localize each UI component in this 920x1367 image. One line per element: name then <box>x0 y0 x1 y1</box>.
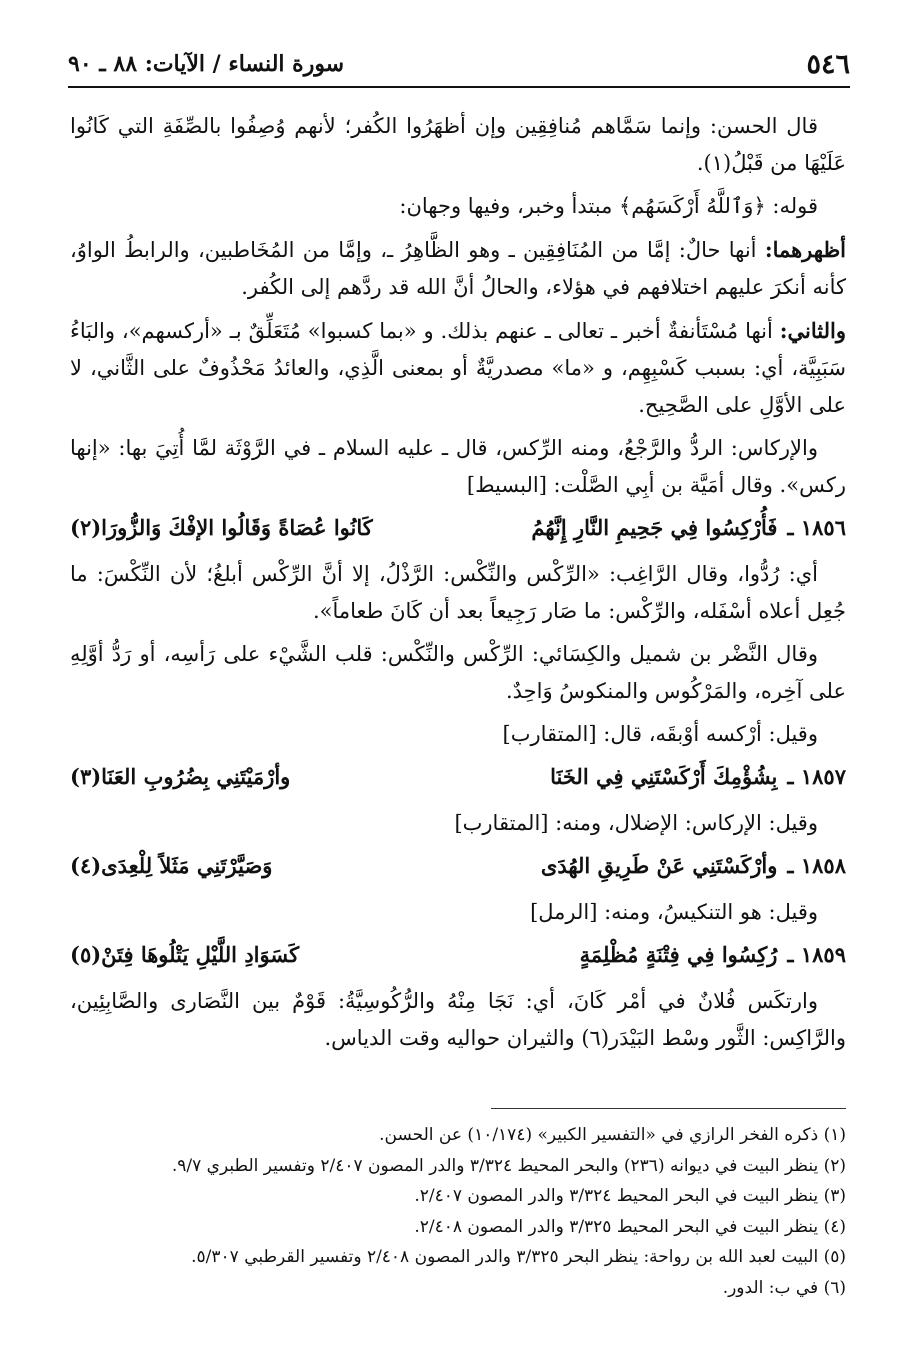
paragraph: قال الحسن: وإنما سَمَّاهم مُنافِقِين وإن أظهَرُوا الكُفر؛ لأنهم وُصِفُوا بالصِّفَةِ التي كَانُوا عَلَيْهَا من قَبْلُ(١). <box>70 114 846 175</box>
paragraph: وارتكَس فُلانٌ في أمْر كَانَ، أي: نَجَا مِنْهُ والرُّكُوسِيَّةُ: قَوْمٌ بين النَّصَارى والصَّابِئِين، والرَّاكِس: الثَّور وسْط البَيْدَر(٦) والثيران حواليه وقت الدياس. <box>70 989 846 1050</box>
footnote: (٦) في ب: الدور. <box>722 1277 846 1298</box>
running-title: سورة النساء / الآيات: ٨٨ ـ ٩٠ <box>68 51 345 77</box>
footnote: (٣) ينظر البيت في البحر المحيط ٣/٣٢٤ والدر المصون ٢/٤٠٧. <box>414 1186 846 1206</box>
paragraph: قوله: ﴿وَٱللَّهُ أَرْكَسَهُم﴾ مبتدأ وخبر، وفيها وجهان: <box>399 194 818 218</box>
page-header <box>68 40 850 88</box>
verse-second-hemistich: وأرْمَيْتَنِي بِضُرُوبِ العَنَا(٣) <box>70 764 291 789</box>
footnotes <box>70 1120 846 1303</box>
paragraph-lead: أظهرهما: <box>764 237 846 262</box>
header-rule <box>68 86 850 88</box>
verse-number: ١٨٥٧ ـ <box>787 764 846 789</box>
verse-first-hemistich: وأرْكَسْتَنِي عَنْ طَرِيقِ الهُدَى <box>540 853 778 878</box>
verse-second-hemistich: كَسَوَادِ اللَّيْلِ يَتْلُوهَا فِتَنْ(٥) <box>70 942 300 967</box>
poetry-verse <box>70 848 846 884</box>
verse-first-hemistich: فَأُرْكِسُوا فِي جَحِيمِ النَّارِ إِنَّهُمُ <box>531 515 778 540</box>
paragraph: وقيل: الإركاس: الإضلال، ومنه: [المتقارب] <box>454 811 818 835</box>
footnote: (٤) ينظر البيت في البحر المحيط ٣/٣٢٥ والدر المصون ٢/٤٠٨. <box>414 1216 846 1237</box>
verse-number: ١٨٥٨ ـ <box>787 853 846 878</box>
paragraph-text: أنها حالٌ: إمَّا من المُنَافِقِين ـ وهو الظَّاهِرُ ـ، وإمَّا من المُخَاطبين، والرابطُ الواوُ، كأنه أنكرَ عليهم اختلافهم في هؤلاء، والحالُ أنَّ الله قد ردَّهم إلى الكُفر. <box>70 238 846 299</box>
main-text <box>70 108 846 1063</box>
footnote-separator <box>491 1108 846 1109</box>
verse-first-hemistich: رُكِسُوا فِي فِتْنَةٍ مُظْلِمَةٍ <box>579 942 778 967</box>
paragraph: أي: رُدُّوا، وقال الرَّاغِب: «الرِّكْس والنِّكْس: الرَّذْلُ، إلا أنَّ الرِّكْس أبلغُ؛ لأن النِّكْسَ: ما جُعِل أعلاه أسْفَله، والرِّكْس: ما صَار رَجِيعاً بعد أن كَانَ طعاماً». <box>70 562 846 623</box>
footnote: (١) ذكره الفخر الرازي في «التفسير الكبير» (١٠/١٧٤) عن الحسن. <box>379 1125 846 1145</box>
paragraph: والإركاس: الردُّ والرَّجْعُ، ومنه الرِّكس، قال ـ عليه السلام ـ في الرَّوْثَة لمَّا أُتِيَ بها: «إنها ركس». وقال أمَيَّة بن أبِي الصَّلْت: [البسيط] <box>70 436 846 497</box>
paragraph <box>70 231 846 306</box>
paragraph <box>70 312 846 424</box>
poetry-verse <box>70 937 846 973</box>
poetry-verse <box>70 510 846 546</box>
verse-first-hemistich: بِشُؤْمِكَ أَرْكَسْتَنِي فِي الخَنَا <box>550 764 778 789</box>
verse-number: ١٨٥٩ ـ <box>787 942 846 967</box>
poetry-verse <box>70 759 846 795</box>
paragraph: وقال النَّضْر بن شميل والكِسَائي: الرِّكْس والنِّكْس: قلب الشَّيْء على رَأسِه، أو رَدُّ أوَّلِهِ على آخِره، والمَرْكُوس والمنكوسُ وَاحِدٌ. <box>70 642 846 703</box>
paragraph-lead: والثاني: <box>779 318 846 343</box>
verse-second-hemistich: كَانُوا عُصَاةً وَقَالُوا الإفْكَ وَالزُّورَا(٢) <box>70 515 373 540</box>
paragraph: وقيل: هو التنكيسُ، ومنه: [الرمل] <box>530 900 818 924</box>
verse-number: ١٨٥٦ ـ <box>787 515 846 540</box>
page-number: ٥٤٦ <box>806 48 850 80</box>
paragraph-text: أنها مُسْتَأنفةٌ أخبر ـ تعالى ـ عنهم بذلك. و «بما كسبوا» مُتَعَلِّقٌ بـ «أركسهم»، والبَاءُ سَبَبِيَّة، أي: بسبب كَسْبِهِم، و «ما» مصدريَّةٌ أو بمعنى الَّذِي، والعائدُ مَحْذُوفٌ على الثَّاني، لا على الأوَّلِ على الصَّحِيح. <box>70 319 846 417</box>
footnote: (٢) ينظر البيت في ديوانه (٢٣٦) والبحر المحيط ٣/٣٢٤ والدر المصون ٢/٤٠٧ وتفسير الطبري ٩/٧. <box>171 1155 846 1176</box>
verse-second-hemistich: وَصَيَّرْتَنِي مَثَلاً لِلْعِدَى(٤) <box>70 853 273 878</box>
footnote: (٥) البيت لعبد الله بن رواحة: ينظر البحر ٣/٣٢٥ والدر المصون ٢/٤٠٨ وتفسير القرطبي ٥/٣٠٧. <box>191 1247 846 1267</box>
paragraph: وقيل: أرْكسه أوْبقَه، قال: [المتقارب] <box>502 722 818 746</box>
